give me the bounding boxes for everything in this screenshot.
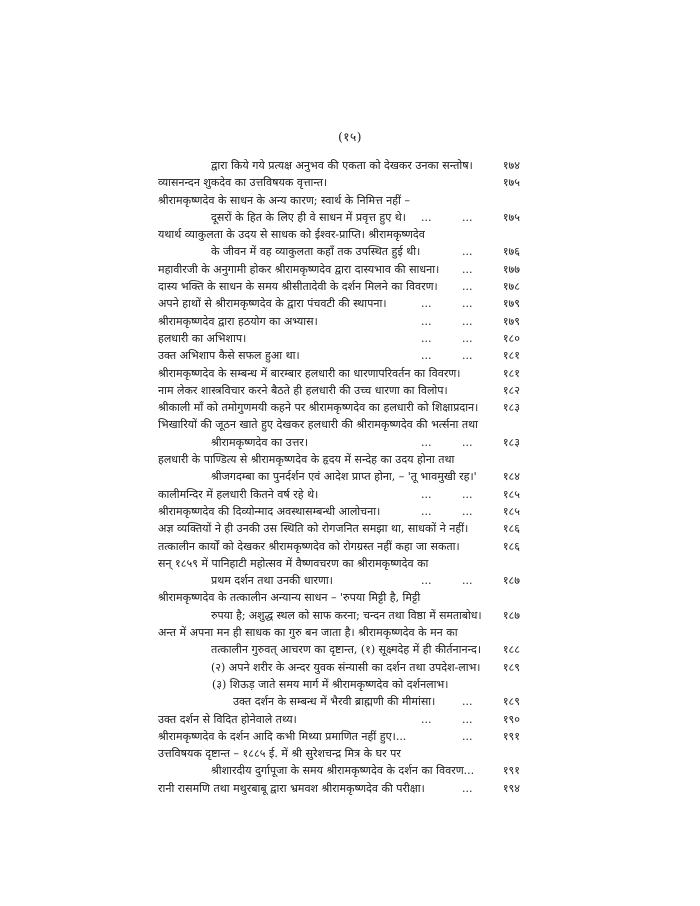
page-number: (१५) xyxy=(338,130,362,144)
toc-entry xyxy=(0,399,700,416)
toc-entry-title: प्रथम दर्शन तथा उनकी धारणा। xyxy=(211,574,333,588)
toc-entry xyxy=(0,486,700,503)
toc-entry-title: (३) शिऊड़ जाते समय मार्ग में श्रीरामकृष्णदेव को दर्शनलाभ। xyxy=(212,677,449,691)
leader-dots: ... xyxy=(421,331,432,345)
leader-dots: ... xyxy=(421,504,432,518)
toc-entry-page: १८६ xyxy=(502,539,520,553)
toc-entry xyxy=(0,762,700,779)
toc-entry xyxy=(0,157,700,174)
leader-dots: ... xyxy=(462,314,473,328)
leader-dots: ... xyxy=(421,487,432,501)
toc-entry-page: १८४ xyxy=(502,470,520,484)
toc-entry xyxy=(0,728,700,745)
toc-entry-title: रानी रासमणि तथा मथुरबाबू द्वारा भ्रमवश श्रीरामकृष्णदेव की परीक्षा। xyxy=(158,781,425,795)
toc-entry-page: १९४ xyxy=(502,781,520,795)
toc-entry-title: व्यासनन्दन शुकदेव का उत्तविषयक वृत्तान्त। xyxy=(158,176,328,190)
toc-entry-page: १८१ xyxy=(502,349,520,363)
toc-entry-page: १८३ xyxy=(502,401,520,415)
leader-dots: ... xyxy=(462,280,473,294)
toc-entry xyxy=(0,209,700,226)
toc-entry-page: १७७ xyxy=(502,262,520,276)
toc-entry-title: श्रीरामकृष्णदेव के सम्बन्ध में बारम्बार हलधारी का धारणापरिवर्तन का विवरण। xyxy=(158,366,461,380)
toc-entry xyxy=(0,572,700,589)
toc-entry-title: कालीमन्दिर में हलधारी कितने वर्ष रहे थे। xyxy=(158,487,319,501)
toc-entry xyxy=(0,382,700,399)
toc-entry-page: १७८ xyxy=(502,280,520,294)
toc-entry-title: श्रीरामकृष्णदेव की दिव्योन्माद अवस्थासम्बन्धी आलोचना। xyxy=(158,504,381,518)
leader-dots: ... xyxy=(462,210,473,224)
toc-entry xyxy=(0,520,700,537)
toc-entry-page: १७५ xyxy=(502,176,520,190)
toc-entry-page: १८९ xyxy=(502,695,520,709)
toc-entry xyxy=(0,261,700,278)
toc-entry xyxy=(0,659,700,676)
table-of-contents xyxy=(0,157,700,797)
toc-entry-page: १९१ xyxy=(502,729,520,743)
toc-entry-page: १८३ xyxy=(502,435,520,449)
leader-dots: ... xyxy=(462,435,473,449)
toc-entry xyxy=(0,451,700,468)
toc-entry xyxy=(0,174,700,191)
toc-entry xyxy=(0,468,700,485)
toc-entry-title: हलधारी का अभिशाप। xyxy=(158,331,247,345)
toc-entry-page: १८६ xyxy=(502,522,520,536)
toc-entry-page: १७९ xyxy=(502,297,520,311)
toc-entry-title: हलधारी के पाण्डित्य से श्रीरामकृष्णदेव के हृदय में सन्देह का उदय होना तथा xyxy=(158,453,455,467)
toc-entry-title: अज्ञ व्यक्तियों ने ही उनकी उस स्थिति को रोगजनित समझा था, साधकों ने नहीं। xyxy=(158,522,469,536)
leader-dots: ... xyxy=(462,331,473,345)
toc-entry-page: १७९ xyxy=(502,314,520,328)
toc-entry-page: १९० xyxy=(502,712,520,726)
leader-dots: ... xyxy=(421,574,432,588)
toc-entry-title: भिखारियों की जूठन खाते हुए देखकर हलधारी की श्रीरामकृष्णदेव की भर्त्सना तथा xyxy=(158,418,478,432)
toc-entry-title: श्रीजगदम्बा का पुनर्दर्शन एवं आदेश प्राप्त होना, – 'तू भावमुखी रह।' xyxy=(211,470,477,484)
leader-dots: ... xyxy=(462,487,473,501)
toc-entry xyxy=(0,624,700,641)
toc-entry xyxy=(0,226,700,243)
leader-dots: ... xyxy=(462,574,473,588)
toc-entry-title: यथार्थ व्याकुलता के उदय से साधक को ईश्वर-प्राप्ति। श्रीरामकृष्णदेव xyxy=(158,228,425,242)
leader-dots: ... xyxy=(462,262,473,276)
toc-entry-page: १९१ xyxy=(502,764,520,778)
toc-entry-title: दास्य भक्ति के साधन के समय श्रीसीतादेवी के दर्शन मिलने का विवरण। xyxy=(158,280,438,294)
toc-entry xyxy=(0,416,700,433)
leader-dots: ... xyxy=(421,349,432,363)
leader-dots: ... xyxy=(421,297,432,311)
toc-entry xyxy=(0,676,700,693)
toc-entry-title: श्रीरामकृष्णदेव के दर्शन आदि कभी मिथ्या प्रमाणित नहीं हुए।... xyxy=(158,729,407,743)
toc-entry xyxy=(0,745,700,762)
toc-entry-title: दूसरों के हित के लिए ही वे साधन में प्रवृत्त हुए थे। xyxy=(211,210,406,224)
toc-entry xyxy=(0,641,700,658)
toc-entry-title: श्रीरामकृष्णदेव के तत्कालीन अन्यान्य साधन – 'रुपया मिट्टी है, मिट्टी xyxy=(158,591,421,605)
toc-entry xyxy=(0,780,700,797)
toc-entry xyxy=(0,365,700,382)
toc-entry-title: महावीरजी के अनुगामी होकर श्रीरामकृष्णदेव द्वारा दास्यभाव की साधना। xyxy=(158,262,440,276)
toc-entry-title: श्रीरामकृष्णदेव द्वारा हठयोग का अभ्यास। xyxy=(158,314,318,328)
toc-entry-page: १८५ xyxy=(502,487,520,501)
toc-entry-title: उक्त दर्शन से विदित होनेवाले तथ्य। xyxy=(158,712,297,726)
leader-dots: ... xyxy=(421,210,432,224)
toc-entry-page: १८१ xyxy=(502,366,520,380)
toc-entry-page: १८७ xyxy=(502,574,520,588)
toc-entry xyxy=(0,243,700,260)
leader-dots: ... xyxy=(462,245,473,259)
toc-entry-title: श्रीकाली माँ को तमोगुणमयी कहने पर श्रीरामकृष्णदेव का हलधारी को शिक्षाप्रदान। xyxy=(158,401,479,415)
toc-entry xyxy=(0,278,700,295)
toc-entry-page: १८७ xyxy=(502,608,520,622)
leader-dots: ... xyxy=(462,695,473,709)
toc-entry xyxy=(0,711,700,728)
toc-entry xyxy=(0,555,700,572)
toc-entry-title: के जीवन में वह व्याकुलता कहाँ तक उपस्थित हुई थी। xyxy=(211,245,421,259)
toc-entry-title: द्वारा किये गये प्रत्यक्ष अनुभव की एकता को देखकर उनका सन्तोष। xyxy=(211,159,473,172)
toc-entry-title: तत्कालीन कार्यों को देखकर श्रीरामकृष्णदेव को रोगग्रस्त नहीं कहा जा सकता। xyxy=(158,539,460,553)
toc-entry-page: १७४ xyxy=(502,159,520,172)
leader-dots: ... xyxy=(462,729,473,743)
toc-entry-page: १८९ xyxy=(502,660,520,674)
toc-entry xyxy=(0,295,700,312)
toc-entry-title: उक्त अभिशाप कैसे सफल हुआ था। xyxy=(158,349,300,363)
toc-entry-title: रुपया है; अशुद्ध स्थल को साफ करना; चन्दन तथा विष्ठा में समताबोध। xyxy=(211,608,482,622)
toc-entry-title: श्रीरामकृष्णदेव के साधन के अन्य कारण; स्वार्थ के निमित्त नहीं – xyxy=(158,193,410,207)
toc-entry-title: तत्कालीन गुरुवत् आचरण का दृष्टान्त, (१) सूक्ष्मदेह में ही कीर्तनानन्द। xyxy=(211,643,482,657)
toc-entry-page: १८२ xyxy=(502,383,520,397)
leader-dots: ... xyxy=(462,297,473,311)
toc-entry-page: १७५ xyxy=(502,210,520,224)
toc-entry-title: (२) अपने शरीर के अन्दर युवक संन्यासी का दर्शन तथा उपदेश-लाभ। xyxy=(211,660,481,674)
leader-dots: ... xyxy=(462,781,473,795)
toc-entry-title: सन् १८५९ में पानिहाटी महोत्सव में वैष्णवचरण का श्रीरामकृष्णदेव का xyxy=(158,556,429,570)
toc-entry xyxy=(0,347,700,364)
toc-entry-title: उक्त दर्शन के सम्बन्ध में भैरवी ब्राह्मणी की मीमांसा। xyxy=(233,695,436,709)
toc-entry xyxy=(0,693,700,710)
toc-entry-page: १८० xyxy=(502,331,520,345)
leader-dots: ... xyxy=(421,435,432,449)
toc-entry xyxy=(0,607,700,624)
toc-entry-title: श्रीशारदीय दुर्गापूजा के समय श्रीरामकृष्णदेव के दर्शन का विवरण... xyxy=(211,764,475,778)
toc-entry xyxy=(0,589,700,606)
toc-entry xyxy=(0,313,700,330)
toc-entry-title: नाम लेकर शास्त्रविचार करने बैठते ही हलधारी की उच्च धारणा का विलोप। xyxy=(158,383,448,397)
leader-dots: ... xyxy=(462,349,473,363)
toc-entry-title: उत्तविषयक दृष्टान्त – १८८५ ई. में श्री सुरेशचन्द्र मित्र के घर पर xyxy=(158,747,401,761)
toc-entry xyxy=(0,503,700,520)
toc-entry xyxy=(0,434,700,451)
toc-entry-title: अन्त में अपना मन ही साधक का गुरु बन जाता है। श्रीरामकृष्णदेव के मन का xyxy=(158,626,458,640)
leader-dots: ... xyxy=(421,314,432,328)
toc-entry-title: अपने हाथों से श्रीरामकृष्णदेव के द्वारा पंचवटी की स्थापना। xyxy=(158,297,387,311)
toc-entry xyxy=(0,330,700,347)
toc-entry-title: श्रीरामकृष्णदेव का उत्तर। xyxy=(211,435,309,449)
leader-dots: ... xyxy=(421,712,432,726)
toc-entry-page: १८५ xyxy=(502,504,520,518)
toc-entry-page: १७६ xyxy=(502,245,520,259)
leader-dots: ... xyxy=(462,504,473,518)
leader-dots: ... xyxy=(462,712,473,726)
toc-entry-page: १८८ xyxy=(502,643,520,657)
toc-entry xyxy=(0,538,700,555)
toc-entry xyxy=(0,192,700,209)
